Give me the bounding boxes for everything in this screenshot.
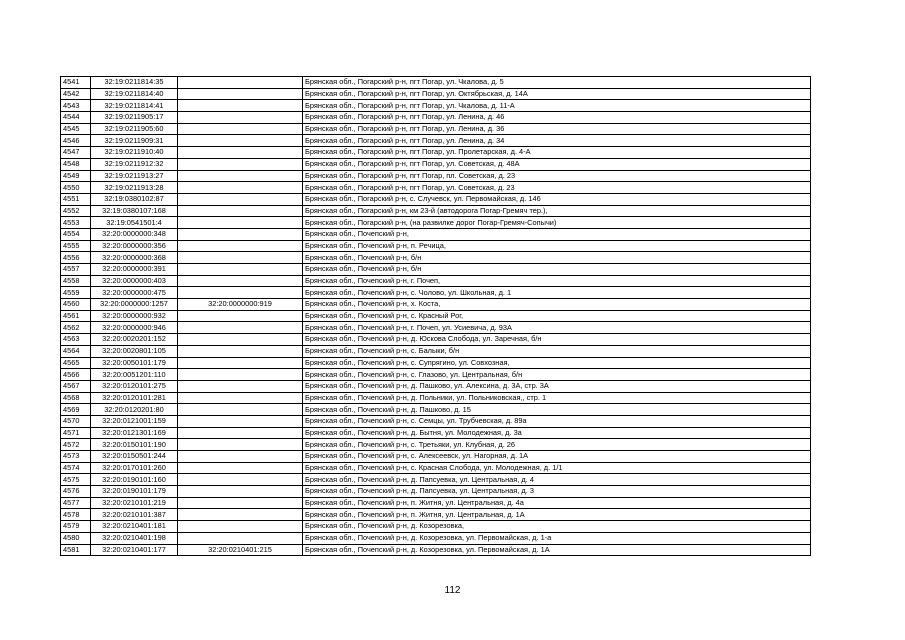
previous-cadastral-number-cell [178,392,303,404]
previous-cadastral-number-cell [178,380,303,392]
address-cell: Брянская обл., Погарский р-н, пгт Погар, ул. Пролетарская, д. 4-А [303,147,811,159]
previous-cadastral-number-cell [178,497,303,509]
address-cell: Брянская обл., Почепский р-н, д. Польники, ул. Польниковская,, стр. 1 [303,392,811,404]
row-number-cell: 4560 [61,299,91,311]
row-number-cell: 4541 [61,77,91,89]
registry-table [60,76,811,556]
address-cell: Брянская обл., Почепский р-н, х. Коста, [303,299,811,311]
table-row [61,310,811,322]
table-row [61,123,811,135]
previous-cadastral-number-cell [178,275,303,287]
cadastral-number-cell: 32:19:0211814:41 [91,100,178,112]
table-row [61,112,811,124]
address-cell: Брянская обл., Почепский р-н, г. Почеп, ул. Усиевича, д. 93А [303,322,811,334]
registry-table-body [61,77,811,556]
previous-cadastral-number-cell [178,228,303,240]
address-cell: Брянская обл., Почепский р-н, г. Почеп, [303,275,811,287]
table-row [61,77,811,89]
address-cell: Брянская обл., Погарский р-н, пгт Погар, ул. Ленина, д. 34 [303,135,811,147]
row-number-cell: 4574 [61,462,91,474]
table-row [61,299,811,311]
previous-cadastral-number-cell [178,439,303,451]
previous-cadastral-number-cell [178,240,303,252]
previous-cadastral-number-cell [178,158,303,170]
table-row [61,474,811,486]
row-number-cell: 4555 [61,240,91,252]
cadastral-number-cell: 32:19:0211905:60 [91,123,178,135]
previous-cadastral-number-cell [178,322,303,334]
previous-cadastral-number-cell [178,345,303,357]
cadastral-number-cell: 32:20:0000000:1257 [91,299,178,311]
address-cell: Брянская обл., Почепский р-н, д. Папсуевка, ул. Центральная, д. 4 [303,474,811,486]
address-cell: Брянская обл., Погарский р-н, (на развилке дорог Погар-Гремяч-Сопычи) [303,217,811,229]
address-cell: Брянская обл., Погарский р-н, пгт Погар, ул. Советская, д. 23 [303,182,811,194]
cadastral-number-cell: 32:20:0170101:260 [91,462,178,474]
cadastral-number-cell: 32:20:0000000:368 [91,252,178,264]
cadastral-number-cell: 32:19:0211814:40 [91,88,178,100]
row-number-cell: 4562 [61,322,91,334]
table-row [61,100,811,112]
cadastral-number-cell: 32:20:0051201:110 [91,369,178,381]
cadastral-number-cell: 32:20:0150501:244 [91,451,178,463]
table-row [61,252,811,264]
table-row [61,240,811,252]
cadastral-number-cell: 32:20:0000000:391 [91,264,178,276]
address-cell: Брянская обл., Почепский р-н, [303,228,811,240]
cadastral-number-cell: 32:20:0121001:159 [91,415,178,427]
table-row [61,345,811,357]
previous-cadastral-number-cell [178,427,303,439]
table-row [61,228,811,240]
row-number-cell: 4558 [61,275,91,287]
address-cell: Брянская обл., Почепский р-н, д. Козорезовка, ул. Первомайская, д. 1-а [303,532,811,544]
row-number-cell: 4569 [61,404,91,416]
row-number-cell: 4576 [61,486,91,498]
table-row [61,135,811,147]
address-cell: Брянская обл., Почепский р-н, б/н [303,252,811,264]
row-number-cell: 4548 [61,158,91,170]
previous-cadastral-number-cell [178,112,303,124]
address-cell: Брянская обл., Погарский р-н, пгт Погар, ул. Октябрьская, д. 14А [303,88,811,100]
previous-cadastral-number-cell [178,287,303,299]
table-row [61,404,811,416]
cadastral-number-cell: 32:19:0541501:4 [91,217,178,229]
table-row [61,380,811,392]
row-number-cell: 4571 [61,427,91,439]
row-number-cell: 4572 [61,439,91,451]
cadastral-number-cell: 32:20:0000000:403 [91,275,178,287]
address-cell: Брянская обл., Почепский р-н, с. Алексеевск, ул. Нагорная, д. 1А [303,451,811,463]
row-number-cell: 4581 [61,544,91,556]
row-number-cell: 4559 [61,287,91,299]
table-row [61,486,811,498]
table-row [61,158,811,170]
table-row [61,322,811,334]
row-number-cell: 4556 [61,252,91,264]
table-row [61,427,811,439]
table-row [61,521,811,533]
table-row [61,462,811,474]
address-cell: Брянская обл., Почепский р-н, д. Пашково, д. 15 [303,404,811,416]
previous-cadastral-number-cell [178,357,303,369]
previous-cadastral-number-cell [178,123,303,135]
table-row [61,287,811,299]
address-cell: Брянская обл., Почепский р-н, с. Третьяки, ул. Клубная, д. 26 [303,439,811,451]
cadastral-number-cell: 32:20:0121301:169 [91,427,178,439]
cadastral-number-cell: 32:20:0210101:387 [91,509,178,521]
address-cell: Брянская обл., Погарский р-н, пгт Погар, ул. Ленина, д. 36 [303,123,811,135]
table-row [61,147,811,159]
address-cell: Брянская обл., Почепский р-н, п. Житня, ул. Центральная, д. 1А [303,509,811,521]
table-row [61,275,811,287]
previous-cadastral-number-cell [178,217,303,229]
address-cell: Брянская обл., Почепский р-н, с. Глазово, ул. Центральная, б/н [303,369,811,381]
previous-cadastral-number-cell [178,509,303,521]
address-cell: Брянская обл., Погарский р-н, км 23-й (автодорога Погар-Гремяч тер.), [303,205,811,217]
row-number-cell: 4553 [61,217,91,229]
cadastral-number-cell: 32:20:0210401:198 [91,532,178,544]
previous-cadastral-number-cell [178,264,303,276]
table-row [61,205,811,217]
address-cell: Брянская обл., Почепский р-н, с. Красный Рог, [303,310,811,322]
table-row [61,170,811,182]
table-row [61,439,811,451]
row-number-cell: 4575 [61,474,91,486]
cadastral-number-cell: 32:19:0211910:40 [91,147,178,159]
previous-cadastral-number-cell [178,252,303,264]
previous-cadastral-number-cell [178,486,303,498]
row-number-cell: 4543 [61,100,91,112]
previous-cadastral-number-cell [178,182,303,194]
address-cell: Брянская обл., Почепский р-н, п. Речица, [303,240,811,252]
row-number-cell: 4547 [61,147,91,159]
row-number-cell: 4573 [61,451,91,463]
table-row [61,357,811,369]
previous-cadastral-number-cell [178,451,303,463]
cadastral-number-cell: 32:19:0211909:31 [91,135,178,147]
previous-cadastral-number-cell: 32:20:0210401:215 [178,544,303,556]
cadastral-number-cell: 32:20:0150101:190 [91,439,178,451]
cadastral-number-cell: 32:20:0120201:80 [91,404,178,416]
cadastral-number-cell: 32:20:0020201:152 [91,334,178,346]
previous-cadastral-number-cell: 32:20:0000000:919 [178,299,303,311]
table-row [61,451,811,463]
previous-cadastral-number-cell [178,88,303,100]
table-row [61,193,811,205]
cadastral-number-cell: 32:20:0210401:181 [91,521,178,533]
address-cell: Брянская обл., Почепский р-н, б/н [303,264,811,276]
row-number-cell: 4567 [61,380,91,392]
cadastral-number-cell: 32:20:0210401:177 [91,544,178,556]
previous-cadastral-number-cell [178,170,303,182]
cadastral-number-cell: 32:20:0000000:356 [91,240,178,252]
row-number-cell: 4542 [61,88,91,100]
row-number-cell: 4568 [61,392,91,404]
row-number-cell: 4561 [61,310,91,322]
previous-cadastral-number-cell [178,474,303,486]
row-number-cell: 4554 [61,228,91,240]
page-number: 112 [444,585,461,596]
cadastral-number-cell: 32:20:0050101:179 [91,357,178,369]
row-number-cell: 4577 [61,497,91,509]
table-row [61,497,811,509]
row-number-cell: 4578 [61,509,91,521]
row-number-cell: 4565 [61,357,91,369]
cadastral-number-cell: 32:19:0211905:17 [91,112,178,124]
address-cell: Брянская обл., Почепский р-н, д. Пашково, ул. Алексина, д. 3А, стр. 3А [303,380,811,392]
cadastral-number-cell: 32:20:0190101:160 [91,474,178,486]
table-row [61,88,811,100]
row-number-cell: 4570 [61,415,91,427]
previous-cadastral-number-cell [178,205,303,217]
address-cell: Брянская обл., Почепский р-н, с. Красная Слобода, ул. Молодежная, д. 1/1 [303,462,811,474]
row-number-cell: 4564 [61,345,91,357]
row-number-cell: 4552 [61,205,91,217]
previous-cadastral-number-cell [178,521,303,533]
cadastral-number-cell: 32:20:0190101:179 [91,486,178,498]
address-cell: Брянская обл., Погарский р-н, пгт Погар, пл. Советская, д. 23 [303,170,811,182]
row-number-cell: 4550 [61,182,91,194]
address-cell: Брянская обл., Погарский р-н, пгт Погар, ул. Ленина, д. 46 [303,112,811,124]
previous-cadastral-number-cell [178,462,303,474]
previous-cadastral-number-cell [178,77,303,89]
previous-cadastral-number-cell [178,334,303,346]
address-cell: Брянская обл., Почепский р-н, д. Юскова Слобода, ул. Заречная, б/н [303,334,811,346]
table-row [61,217,811,229]
table-row [61,264,811,276]
address-cell: Брянская обл., Почепский р-н, с. Семцы, ул. Трубчевская, д. 89а [303,415,811,427]
cadastral-number-cell: 32:19:0380107:168 [91,205,178,217]
address-cell: Брянская обл., Почепский р-н, с. Супрягино, ул. Совхозная, [303,357,811,369]
cadastral-number-cell: 32:19:0380102:87 [91,193,178,205]
previous-cadastral-number-cell [178,100,303,112]
cadastral-number-cell: 32:20:0120101:275 [91,380,178,392]
cadastral-number-cell: 32:20:0000000:932 [91,310,178,322]
cadastral-number-cell: 32:20:0000000:475 [91,287,178,299]
address-cell: Брянская обл., Почепский р-н, с. Чолово, ул. Школьная, д. 1 [303,287,811,299]
cadastral-number-cell: 32:20:0000000:946 [91,322,178,334]
row-number-cell: 4579 [61,521,91,533]
cadastral-number-cell: 32:20:0020801:105 [91,345,178,357]
address-cell: Брянская обл., Почепский р-н, д. Бытня, ул. Молодежная, д. 3а [303,427,811,439]
cadastral-number-cell: 32:19:0211814:35 [91,77,178,89]
address-cell: Брянская обл., Погарский р-н, пгт Погар, ул. Чкалова, д. 5 [303,77,811,89]
previous-cadastral-number-cell [178,147,303,159]
cadastral-number-cell: 32:19:0211913:28 [91,182,178,194]
previous-cadastral-number-cell [178,310,303,322]
address-cell: Брянская обл., Почепский р-н, п. Житня, ул. Центральная, д. 4а [303,497,811,509]
previous-cadastral-number-cell [178,404,303,416]
row-number-cell: 4557 [61,264,91,276]
previous-cadastral-number-cell [178,415,303,427]
row-number-cell: 4566 [61,369,91,381]
row-number-cell: 4544 [61,112,91,124]
row-number-cell: 4549 [61,170,91,182]
row-number-cell: 4580 [61,532,91,544]
address-cell: Брянская обл., Погарский р-н, пгт Погар, ул. Советская, д. 48А [303,158,811,170]
cadastral-number-cell: 32:20:0210101:219 [91,497,178,509]
table-row [61,415,811,427]
address-cell: Брянская обл., Почепский р-н, с. Балыки, б/н [303,345,811,357]
row-number-cell: 4563 [61,334,91,346]
previous-cadastral-number-cell [178,369,303,381]
cadastral-number-cell: 32:19:0211912:32 [91,158,178,170]
table-row [61,509,811,521]
cadastral-number-cell: 32:20:0120101:281 [91,392,178,404]
address-cell: Брянская обл., Погарский р-н, пгт Погар, ул. Чкалова, д. 11-А [303,100,811,112]
table-row [61,392,811,404]
previous-cadastral-number-cell [178,532,303,544]
cadastral-number-cell: 32:20:0000000:348 [91,228,178,240]
table-row [61,369,811,381]
address-cell: Брянская обл., Почепский р-н, д. Папсуевка, ул. Центральная, д. 3 [303,486,811,498]
table-row [61,334,811,346]
previous-cadastral-number-cell [178,193,303,205]
table-row [61,544,811,556]
table-row [61,182,811,194]
table-row [61,532,811,544]
row-number-cell: 4546 [61,135,91,147]
address-cell: Брянская обл., Почепский р-н, д. Козорезовка, [303,521,811,533]
cadastral-number-cell: 32:19:0211913:27 [91,170,178,182]
previous-cadastral-number-cell [178,135,303,147]
row-number-cell: 4545 [61,123,91,135]
row-number-cell: 4551 [61,193,91,205]
address-cell: Брянская обл., Почепский р-н, д. Козорезовка, ул. Первомайская, д. 1А [303,544,811,556]
address-cell: Брянская обл., Погарский р-н, с. Случевск, ул. Первомайская, д. 146 [303,193,811,205]
